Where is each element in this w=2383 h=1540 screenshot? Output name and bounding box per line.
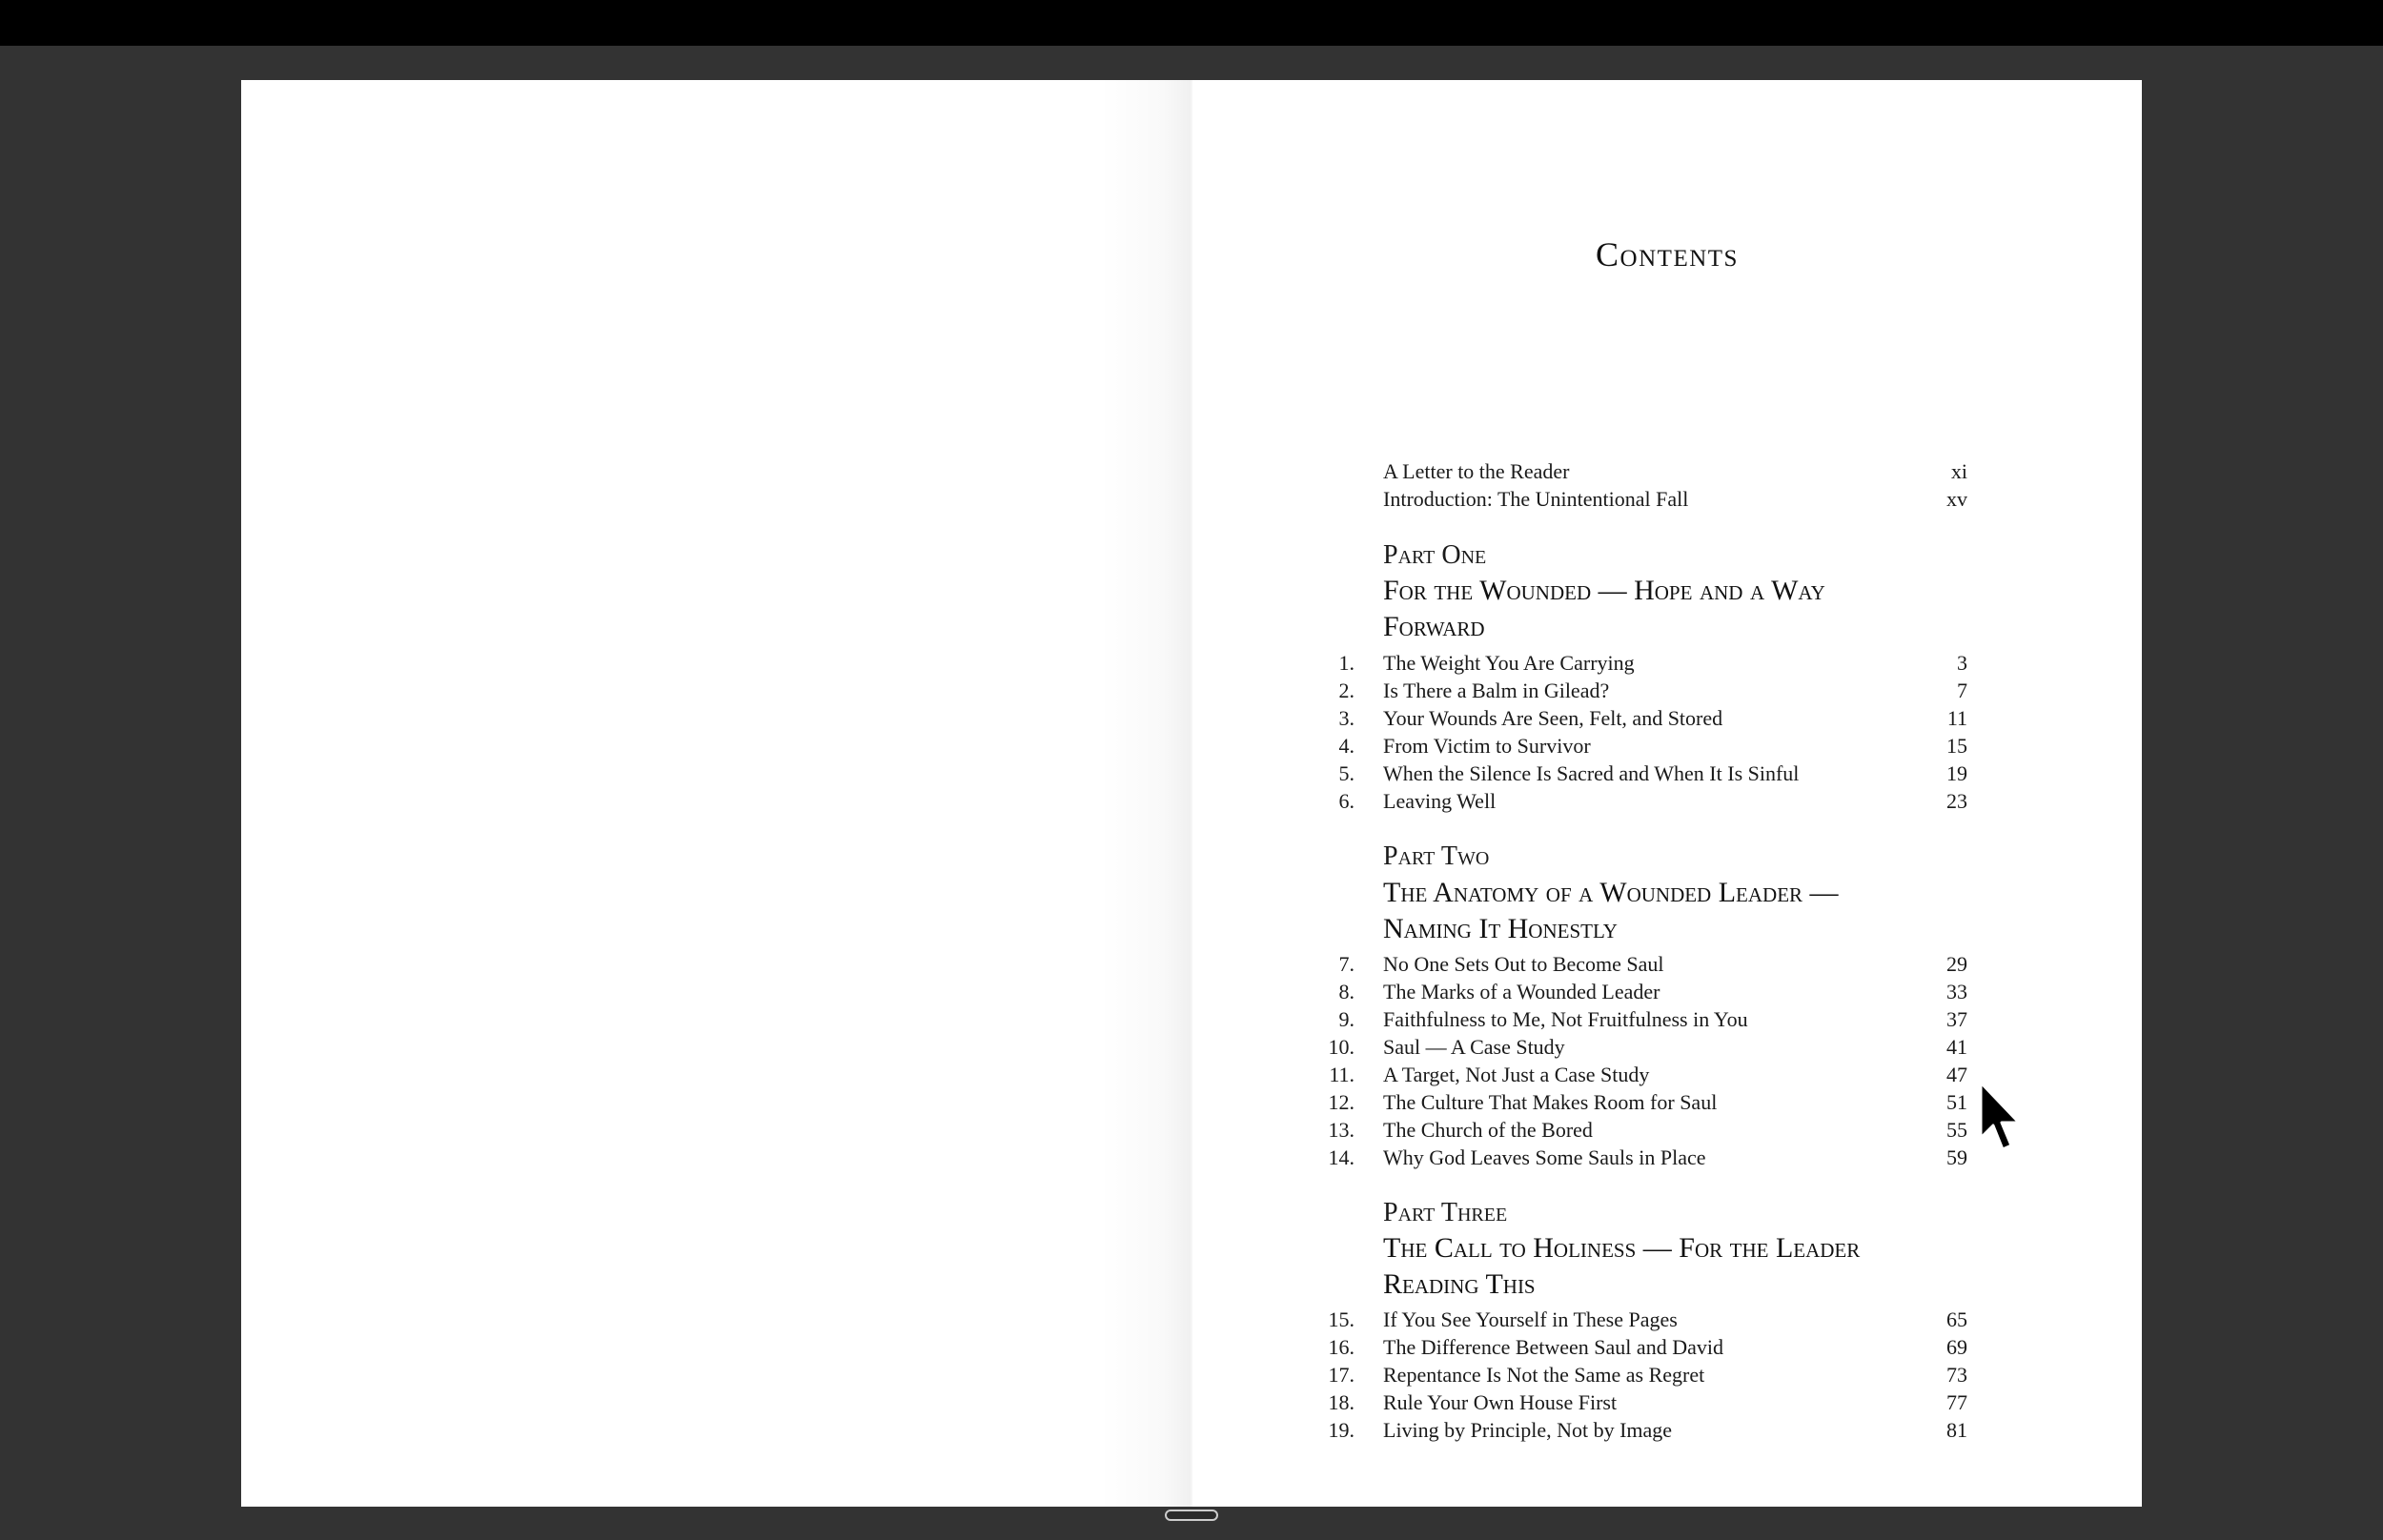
toc-entry[interactable] bbox=[1192, 485, 2142, 514]
part-label: Part One bbox=[1383, 540, 1487, 570]
part-title: The Anatomy of a Wounded Leader — Naming It Honestly bbox=[1383, 877, 1839, 944]
toc-chapter[interactable] bbox=[1192, 1333, 2142, 1362]
chapter-number: 16. bbox=[1328, 1335, 1354, 1359]
chapter-title: Your Wounds Are Seen, Felt, and Stored bbox=[1383, 706, 1723, 730]
chapter-page: 41 bbox=[1946, 1035, 1967, 1059]
toc-chapter[interactable] bbox=[1192, 677, 2142, 705]
chapter-title: No One Sets Out to Become Saul bbox=[1383, 952, 1664, 976]
chapter-title: The Difference Between Saul and David bbox=[1383, 1335, 1723, 1359]
toc-chapter[interactable] bbox=[1192, 978, 2142, 1006]
chapter-title: Rule Your Own House First bbox=[1383, 1390, 1618, 1414]
chapter-number: 19. bbox=[1328, 1418, 1354, 1442]
chapter-page: 81 bbox=[1946, 1418, 1967, 1442]
page-scroll-handle[interactable] bbox=[1165, 1510, 1218, 1521]
part-label: Part Three bbox=[1383, 1198, 1508, 1227]
chapter-number: 11. bbox=[1329, 1063, 1354, 1086]
chapter-title: Repentance Is Not the Same as Regret bbox=[1383, 1363, 1705, 1387]
chapter-page: 47 bbox=[1946, 1063, 1967, 1086]
chapter-title: The Weight You Are Carrying bbox=[1383, 651, 1635, 675]
chapter-number: 9. bbox=[1338, 1007, 1354, 1031]
chapter-number: 18. bbox=[1328, 1390, 1354, 1414]
chapter-page: 11 bbox=[1946, 706, 1967, 730]
chapter-number: 2. bbox=[1338, 679, 1354, 702]
chapter-page: 73 bbox=[1946, 1363, 1967, 1387]
chapter-page: 37 bbox=[1946, 1007, 1967, 1031]
toc-chapter[interactable] bbox=[1192, 760, 2142, 788]
toc-chapter[interactable] bbox=[1192, 1005, 2142, 1034]
chapter-number: 12. bbox=[1328, 1090, 1354, 1114]
page-title: Contents bbox=[1596, 235, 1739, 274]
toc-entry[interactable] bbox=[1192, 457, 2142, 486]
chapter-page: 15 bbox=[1946, 734, 1967, 758]
chapter-title: Is There a Balm in Gilead? bbox=[1383, 679, 1610, 702]
chapter-number: 8. bbox=[1338, 980, 1354, 1003]
chapter-title: Why God Leaves Some Sauls in Place bbox=[1383, 1145, 1706, 1169]
chapter-page: 23 bbox=[1946, 789, 1967, 813]
chapter-page: 29 bbox=[1946, 952, 1967, 976]
chapter-title: If You See Yourself in These Pages bbox=[1383, 1307, 1678, 1331]
chapter-number: 17. bbox=[1328, 1363, 1354, 1387]
toc-chapter[interactable] bbox=[1192, 1306, 2142, 1334]
chapter-page: 33 bbox=[1946, 980, 1967, 1003]
chapter-number: 3. bbox=[1338, 706, 1354, 730]
part-title: For the Wounded — Hope and a Way Forward bbox=[1383, 575, 1825, 642]
mouse-pointer-icon bbox=[1977, 1081, 2023, 1157]
toc-chapter[interactable] bbox=[1192, 1388, 2142, 1417]
toc-entry-title: Introduction: The Unintentional Fall bbox=[1383, 487, 1689, 511]
chapter-number: 4. bbox=[1338, 734, 1354, 758]
chapter-number: 10. bbox=[1328, 1035, 1354, 1059]
chapter-title: When the Silence Is Sacred and When It Is Sinful bbox=[1383, 761, 1800, 785]
chapter-title: Saul — A Case Study bbox=[1383, 1035, 1565, 1059]
toc-chapter[interactable] bbox=[1192, 1416, 2142, 1445]
chapter-title: The Church of the Bored bbox=[1383, 1118, 1593, 1142]
page-gutter-shadow bbox=[1099, 80, 1191, 1507]
chapter-page: 77 bbox=[1946, 1390, 1967, 1414]
toc-chapter[interactable] bbox=[1192, 732, 2142, 760]
book-spread[interactable] bbox=[241, 80, 2142, 1507]
chapter-number: 15. bbox=[1328, 1307, 1354, 1331]
chapter-title: A Target, Not Just a Case Study bbox=[1383, 1063, 1650, 1086]
chapter-number: 13. bbox=[1328, 1118, 1354, 1142]
chapter-title: The Marks of a Wounded Leader bbox=[1383, 980, 1660, 1003]
chapter-number: 5. bbox=[1338, 761, 1354, 785]
chapter-title: Living by Principle, Not by Image bbox=[1383, 1418, 1673, 1442]
chapter-page: 55 bbox=[1946, 1118, 1967, 1142]
chapter-number: 6. bbox=[1338, 789, 1354, 813]
chapter-title: Faithfulness to Me, Not Fruitfulness in You bbox=[1383, 1007, 1748, 1031]
part-label: Part Two bbox=[1383, 841, 1490, 871]
chapter-title: Leaving Well bbox=[1383, 789, 1497, 813]
chapter-page: 51 bbox=[1946, 1090, 1967, 1114]
chapter-title: From Victim to Survivor bbox=[1383, 734, 1591, 758]
chapter-number: 14. bbox=[1328, 1145, 1354, 1169]
chapter-title: The Culture That Makes Room for Saul bbox=[1383, 1090, 1718, 1114]
toc-entry-title: A Letter to the Reader bbox=[1383, 459, 1570, 483]
part-title: The Call to Holiness — For the Leader Reading This bbox=[1383, 1232, 1861, 1300]
toc-chapter[interactable] bbox=[1192, 787, 2142, 816]
window-top-bar bbox=[0, 0, 2383, 46]
toc-entry-page: xv bbox=[1946, 487, 1967, 511]
toc-chapter[interactable] bbox=[1192, 704, 2142, 733]
chapter-page: 59 bbox=[1946, 1145, 1967, 1169]
chapter-page: 65 bbox=[1946, 1307, 1967, 1331]
toc-chapter[interactable] bbox=[1192, 950, 2142, 979]
toc-chapter[interactable] bbox=[1192, 1033, 2142, 1062]
toc-chapter[interactable] bbox=[1192, 649, 2142, 678]
chapter-page: 7 bbox=[1957, 679, 1967, 702]
chapter-page: 3 bbox=[1957, 651, 1967, 675]
chapter-number: 7. bbox=[1338, 952, 1354, 976]
chapter-page: 19 bbox=[1946, 761, 1967, 785]
chapter-page: 69 bbox=[1946, 1335, 1967, 1359]
left-page-blank[interactable] bbox=[241, 80, 1191, 1507]
toc-entry-page: xi bbox=[1950, 459, 1967, 483]
chapter-number: 1. bbox=[1338, 651, 1354, 675]
toc-chapter[interactable] bbox=[1192, 1361, 2142, 1389]
contents-page[interactable] bbox=[1192, 80, 2142, 1507]
